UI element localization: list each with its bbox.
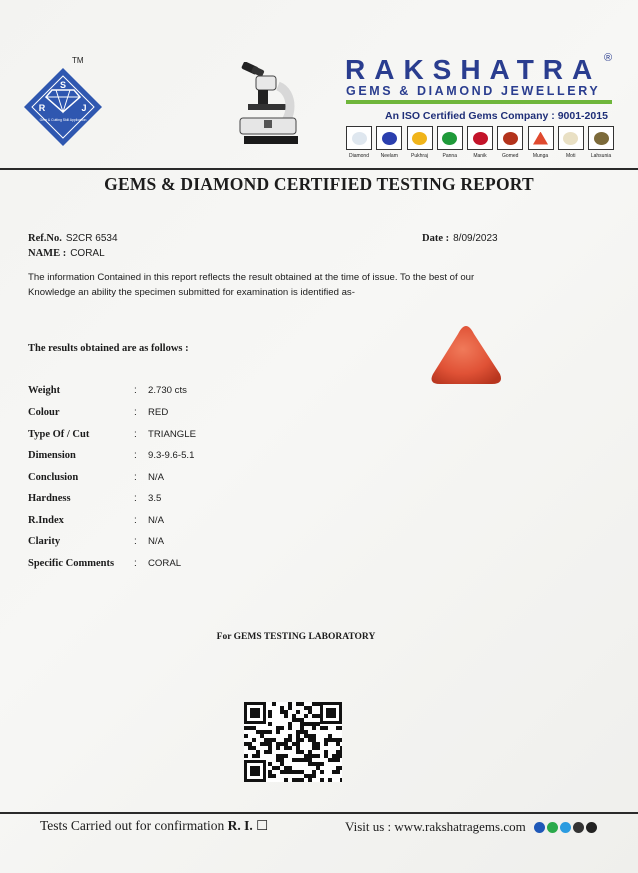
microscope-icon — [234, 62, 302, 146]
gem-label: Pukhraj — [411, 153, 428, 159]
footer-divider — [0, 812, 638, 814]
instagram-icon[interactable] — [586, 822, 597, 833]
coral-gemstone-image — [426, 322, 506, 388]
gem-icon — [437, 126, 463, 150]
result-value: N/A — [148, 471, 164, 483]
intro-paragraph — [28, 270, 548, 300]
result-separator: : — [134, 535, 137, 547]
gem-icon — [528, 126, 554, 150]
gem-munga — [528, 126, 554, 160]
gem-neelam — [376, 126, 402, 160]
result-row — [28, 534, 164, 548]
result-key: Hardness — [28, 492, 71, 504]
intro-line-2: Knowledge an ability the specimen submitted for examination is identified as- — [28, 287, 355, 298]
intro-line-1: The information Contained in this report reflects the result obtained at the time of issue. To the best of our — [28, 272, 475, 283]
twitter-icon[interactable] — [560, 822, 571, 833]
gem-label: Neelam — [380, 153, 398, 159]
gem-icon — [467, 126, 493, 150]
ref-label: Ref.No. — [28, 233, 62, 244]
brand-subtitle: GEMS & DIAMOND JEWELLERY — [346, 84, 601, 98]
social-icons — [534, 822, 597, 833]
result-value: 3.5 — [148, 492, 162, 504]
result-row — [28, 556, 181, 570]
result-key: Type Of / Cut — [28, 428, 90, 440]
footer-ri-label: R. I. — [227, 818, 253, 833]
rsj-logo — [22, 66, 104, 148]
gem-label: Moti — [566, 153, 576, 159]
facebook-icon[interactable] — [534, 822, 545, 833]
result-row — [28, 470, 164, 484]
lab-signature-text: For GEMS TESTING LABORATORY — [216, 632, 376, 642]
header-divider — [0, 168, 638, 170]
gems-row — [346, 126, 614, 160]
logo-letter-j: J — [81, 103, 87, 113]
name-value: CORAL — [70, 248, 105, 259]
result-key: Clarity — [28, 535, 61, 547]
result-row — [28, 448, 194, 462]
result-key: Dimension — [28, 449, 76, 461]
brand-name: RAKSHATRA — [345, 54, 602, 85]
footer-website[interactable]: Visit us : www.rakshatragems.com — [345, 819, 526, 834]
result-value: 2.730 cts — [148, 384, 187, 396]
result-separator: : — [134, 514, 137, 526]
gem-label: Panna — [442, 153, 457, 159]
result-separator: : — [134, 492, 137, 504]
date-value: 8/09/2023 — [453, 233, 498, 244]
gem-icon — [558, 126, 584, 150]
gem-lahsunia — [588, 126, 614, 160]
registered-mark: ® — [604, 52, 613, 64]
report-title: GEMS & DIAMOND CERTIFIED TESTING REPORT — [104, 174, 534, 194]
result-row — [28, 491, 161, 505]
result-value: N/A — [148, 514, 164, 526]
result-separator: : — [134, 557, 137, 569]
gem-icon — [376, 126, 402, 150]
gem-label: Diamond — [348, 153, 369, 159]
logo-letter-r: R — [38, 103, 46, 113]
result-row — [28, 427, 196, 441]
gem-manik — [467, 126, 493, 160]
results-heading: The results obtained are as follows : — [28, 343, 189, 354]
gem-label: Gomed — [502, 153, 519, 159]
result-separator: : — [134, 406, 137, 418]
result-key: Colour — [28, 406, 60, 418]
result-row — [28, 513, 164, 527]
whatsapp-icon[interactable] — [547, 822, 558, 833]
youtube-icon[interactable] — [573, 822, 584, 833]
gem-moti — [558, 126, 584, 160]
name-line — [28, 243, 105, 261]
result-separator: : — [134, 449, 137, 461]
name-label: NAME : — [28, 248, 67, 259]
trademark: TM — [72, 56, 84, 65]
result-row — [28, 383, 187, 397]
gem-gomed — [497, 126, 523, 160]
gem-icon — [407, 126, 433, 150]
date-label: Date : — [422, 233, 450, 244]
result-key: Specific Comments — [28, 557, 115, 569]
gem-panna — [437, 126, 463, 160]
result-separator: : — [134, 384, 137, 396]
ref-value: S2CR 6534 — [65, 233, 118, 244]
gem-icon — [497, 126, 523, 150]
gem-label: Manik — [473, 153, 487, 159]
gem-pukhraj — [407, 126, 433, 160]
result-value: N/A — [148, 535, 164, 547]
gem-label: Lahsunia — [590, 153, 612, 159]
iso-certification: An ISO Certified Gems Company : 9001-2015 — [385, 110, 608, 122]
result-separator: : — [134, 428, 137, 440]
footer-confirmation-text: Tests Carried out for confirmation — [40, 818, 225, 833]
qr-code — [244, 702, 342, 782]
result-key: Weight — [28, 384, 61, 396]
result-value: 9.3-9.6-5.1 — [148, 449, 195, 461]
result-separator: : — [134, 471, 137, 483]
result-key: R.Index — [28, 514, 64, 526]
logo-letter-s: S — [59, 80, 67, 90]
result-value: TRIANGLE — [148, 428, 196, 440]
gem-icon — [588, 126, 614, 150]
footer-confirmation — [40, 818, 268, 834]
date-line — [422, 228, 498, 246]
result-row — [28, 405, 168, 419]
result-key: Conclusion — [28, 471, 79, 483]
gem-icon — [346, 126, 372, 150]
gem-label: Munga — [532, 153, 549, 159]
brand-divider — [346, 100, 612, 104]
result-value: CORAL — [148, 557, 182, 569]
gem-diamond — [346, 126, 372, 160]
logo-tagline: Gem & Cutting Skill Application — [39, 118, 87, 122]
result-value: RED — [148, 406, 169, 418]
footer-checkbox: ☐ — [256, 818, 269, 833]
